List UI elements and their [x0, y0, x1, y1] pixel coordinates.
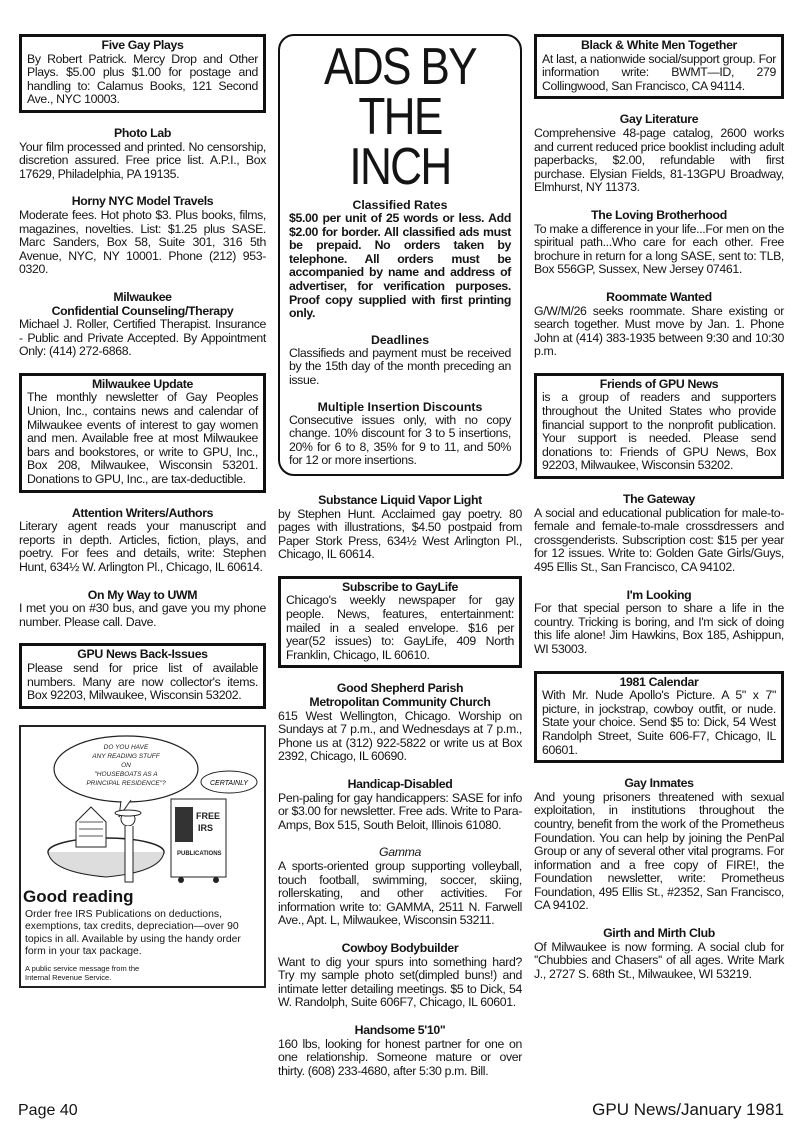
ad-body: by Stephen Hunt. Acclaimed gay poetry. 80 pages with illustrations, $4.50 postpaid from Paper Stork Press, 634½ West Arlington Pl., Chicago, IL 60614.: [278, 506, 522, 562]
ad-body: 160 lbs, looking for honest partner for one on one relationship. Someone mature or over thirty. (608) 233-4680, after 5:30 p.m. Bill.: [278, 1036, 522, 1078]
classified-ad: [534, 209, 784, 277]
stand-label: FREE: [196, 810, 221, 821]
ad-title: Gamma: [379, 845, 421, 860]
ad-body: A social and educational publication for male-to-female and female-to-male crossdressers and crossgenderists. Subscription cost: $15 per year for 12 issues. Write to: Golden Gate Girls/Guys, 495 Ellis St., San Francisco, CA 94102.: [534, 505, 784, 574]
ad-subtitle: Metropolitan Community Church: [309, 695, 491, 710]
ad-body: is a group of readers and supporters throughout the United States who provide financial support to the nonprofit publication. Your support is needed. Please send donations to: Friends of GPU News, Box 92203, Milwaukee, Wisconsin 53202.: [542, 390, 776, 473]
ad-title: Handsome 5'10": [354, 1022, 446, 1037]
classified-ad: [19, 507, 266, 575]
ad-title: Subscribe to GayLife: [342, 579, 458, 594]
rates-heading: Classified Rates: [352, 198, 448, 212]
stand-label: IRS: [198, 822, 214, 833]
irs-good-reading-ad: [19, 725, 266, 988]
ad-body: And young prisoners threatened with sexual exploitation, in institutions throughout the country, benefit from the work of the Prometheus Foundation. You can help by joining the PenPal Group or any of several other vital programs. For information and a free copy of FIRE!, the Foundation newsletter, write: Prometheus Foundation, 495 Ellis St., #2352, San Francisco, CA 94102.: [534, 789, 784, 913]
ad-body: Moderate fees. Hot photo $3. Plus books, films, magazines, novelties. List: $1.25 plus SASE. Marc Sanders, Box 58, Suite 301, 316 5th Avenue, NYC, NY 10001. Phone (212) 953-0320.: [19, 207, 266, 277]
ad-title: Milwaukee Update: [91, 376, 193, 391]
ad-title: Cowboy Bodybuilder: [341, 940, 459, 955]
ad-body: With Mr. Nude Apollo's Picture. A 5" x 7" picture, in jockstrap, cowboy outfit, or nude. State your choice. Send $5 to: Dick, 54 West Randolph Street, Suite 606-F7, Chicago, IL 60601.: [542, 688, 776, 757]
ad-body: I met you on #30 bus, and gave you my phone number. Please call. Dave.: [19, 601, 266, 629]
classified-ad: [278, 494, 522, 562]
ad-body: Of Milwaukee is now forming. A social club for ''Chubbies and Chasers'' of all ages. Write Mark J., 2727 S. 68th St., Milwaukee, WI 53219.: [534, 939, 784, 981]
bubble-text: "HOUSEBOATS AS A: [94, 770, 158, 778]
classified-ad: [19, 373, 266, 493]
classified-ad: [278, 1024, 522, 1078]
ad-body: 615 West Wellington, Chicago. Worship on Sundays at 7 p.m., and Wednesdays at 7 p.m., Phone us at (312) 922-5822 or write us at Box 2392, Chicago, IL 60690.: [278, 708, 522, 764]
ad-title: The Gateway: [622, 492, 695, 507]
bubble-text: DO YOU HAVE: [103, 743, 149, 751]
classified-ad: [19, 589, 266, 630]
ad-body: G/W/M/26 seeks roommate. Share existing or search together. Must move by Jan. 1. Phone John at (414) 383-1935 between 9:30 and 10:30 p.m.: [534, 303, 784, 359]
classified-ad: [19, 291, 266, 359]
rates-title: [289, 38, 511, 196]
ad-body: Literary agent reads your manuscript and reports in depth. Articles, fiction, plays, and poetry. For fees and details, write: Stephen Hunt, 634½ W. Arlington Pl., Chicago, IL 60614.: [19, 519, 266, 574]
ad-title: Attention Writers/Authors: [71, 505, 214, 520]
ad-title: Five Gay Plays: [101, 38, 184, 52]
bubble-text: ON: [121, 761, 131, 769]
page-number: Page 40: [18, 1102, 78, 1120]
rates-title-line1: ADS BY: [324, 38, 476, 96]
irs-credit: A public service message from the Internal Revenue Service.: [25, 963, 140, 982]
ad-subtitle: Confidential Counseling/Therapy: [51, 303, 234, 318]
ad-title: Girth and Mirth Club: [603, 926, 715, 941]
ad-title: Substance Liquid Vapor Light: [318, 492, 482, 507]
bubble-text: ANY READING STUFF: [92, 752, 160, 760]
ad-body: Michael J. Roller, Certified Therapist. Insurance - Public and Private Accepted. By Appointment Only: (414) 272-6868.: [19, 317, 266, 359]
ad-title: Good Shepherd Parish: [336, 681, 464, 696]
classified-ad: [534, 777, 784, 913]
ad-title: On My Way to UWM: [87, 587, 198, 602]
ad-title: Roommate Wanted: [606, 289, 712, 304]
masthead-date: GPU News/January 1981: [592, 1100, 784, 1120]
classified-ad: [19, 643, 266, 708]
classified-ad: [19, 127, 266, 181]
classified-ad: [534, 113, 784, 195]
ad-title: Gay Inmates: [624, 776, 694, 791]
classified-ad: [278, 846, 522, 928]
ads-by-the-inch-box: [278, 34, 522, 476]
ad-title: Friends of GPU News: [599, 376, 719, 391]
discounts-heading: Multiple Insertion Discounts: [317, 399, 483, 414]
deadlines-body: Classifieds and payment must be received by the 15th day of the month preceding an issue.: [289, 345, 511, 387]
ad-body: Pen-paling for gay handicappers: SASE for info or $3.00 for newsletter. Free ads. Write to Para-Amps, Box 515, South Beloit, Illinois 61080.: [278, 790, 522, 832]
classified-ad: [534, 589, 784, 657]
ad-title: Milwaukee: [113, 289, 172, 304]
ad-title: Gay Literature: [619, 112, 699, 127]
rates-title-line2: THE INCH: [349, 88, 451, 196]
irs-body: Order free IRS Publications on deductions, exemptions, tax credits, depreciation—over 90 topics in all. Available by using the handy order form in your tax package.: [25, 908, 241, 958]
ad-body: A sports-oriented group supporting volleyball, touch football, swimming, soccer, skiing, rollerskating, and other activities. For information write to: GAMMA, 2511 N. Farwell Ave., Apt. L, Milwaukee, Wisconsin 53211.: [278, 858, 522, 928]
ad-title: Photo Lab: [114, 125, 171, 140]
ad-title: Horny NYC Model Travels: [71, 194, 214, 209]
classified-ad: [534, 671, 784, 764]
classified-ad: [534, 291, 784, 359]
classified-ad: [534, 373, 784, 479]
irs-headline: Good reading: [23, 886, 134, 906]
ad-body: Your film processed and printed. No censorship, discretion assured. Free price list. A.P.I., Box 17629, Philadelphia, PA 19135.: [19, 139, 266, 181]
ad-title: Black & White Men Together: [580, 38, 737, 52]
column-middle: [278, 34, 522, 1092]
ad-title: Handicap-Disabled: [347, 777, 453, 791]
cartoon-illustration: [21, 727, 264, 887]
classified-ad: [534, 493, 784, 575]
classified-ad: [534, 34, 784, 99]
classified-ad: [278, 576, 522, 669]
stand-label: PUBLICATIONS: [177, 850, 222, 857]
ad-title: 1981 Calendar: [619, 674, 699, 689]
classified-ad: [278, 682, 522, 764]
rates-body: $5.00 per unit of 25 words or less. Add $2.00 for border. All classified ads must be prepaid. No orders taken by telephone. All orders must be accompanied by name and address of advertiser, for verification purposes. Proof copy supplied with first printing only.: [289, 211, 511, 321]
ad-body: The monthly newsletter of Gay Peoples Union, Inc., contains news and calendar of Milwaukee events of interest to gay women and men. Available free at most Milwaukee bars and bookstores, or write to GPU, Inc., Box 208, Milwaukee, Wisconsin 53201. Donations to GPU, Inc., are tax-deductible.: [27, 390, 258, 487]
classified-ad: [534, 927, 784, 981]
ad-body: To make a difference in your life...For men on the spiritual path...Who care for each other. Free brochure in return for a long SASE, sent to: TLB, Box 556GP, Sussex, New Jersey 07461.: [534, 221, 784, 277]
bubble-text: PRINCIPAL RESIDENCE"?: [86, 779, 166, 787]
classified-ad: [278, 778, 522, 832]
ad-body: For that special person to share a life in the country. Tricking is boring, and I'm sick of doing this life alone! Jim Hawkins, Box 185, Ashippun, WI 53003.: [534, 601, 784, 656]
ad-body: Please send for price list of available numbers. Many are now collector's items. Box 92203, Milwaukee, Wisconsin 53202.: [27, 660, 258, 703]
discounts-body: Consecutive issues only, with no copy change. 10% discount for 3 to 5 insertions, 20% for 6 to 8, 35% for 9 to 11, and 50% for 12 or more insertions.: [289, 412, 511, 468]
column-left: [19, 34, 266, 988]
column-right: [534, 34, 784, 995]
page-footer: [0, 1092, 798, 1126]
ad-body: By Robert Patrick. Mercy Drop and Other Plays. $5.00 plus $1.00 for postage and handling to: Calamus Books, 121 Second Ave., NYC 10003.: [27, 51, 258, 107]
ad-title: GPU News Back-Issues: [77, 647, 208, 662]
classified-ad: [278, 942, 522, 1010]
ad-title: The Loving Brotherhood: [591, 207, 727, 222]
bubble-text: CERTAINLY: [210, 779, 248, 787]
deadlines-heading: Deadlines: [370, 332, 430, 347]
ad-body: At last, a nationwide social/support group. For information write: BWMT—ID, 279 Collingwood, San Francisco, CA 94114.: [542, 51, 776, 93]
classified-ad: [19, 34, 266, 113]
ad-body: Comprehensive 48-page catalog, 2600 works and current reduced price booklist including adult paperbacks, $2.00, refundable with first purchase. Elysian Fields, 81-13GPU Broadway, Elmhurst, NY 11373.: [534, 125, 784, 195]
ad-body: Want to dig your spurs into something hard? Try my sample photo set(dimpled buns!) and intimate letter detailing meetings. $5 to Dick, 54 W. Randolph, Suite 606F7, Chicago, IL 60601.: [278, 954, 522, 1010]
classified-ad: [19, 195, 266, 277]
ad-body: Chicago's weekly newspaper for gay people. News, features, entertainment: mailed in a sealed envelope. $16 per year(52 issues) to: GayLife, 409 North Franklin, Chicago, IL 60610.: [286, 593, 514, 662]
ad-title: I'm Looking: [626, 587, 692, 602]
